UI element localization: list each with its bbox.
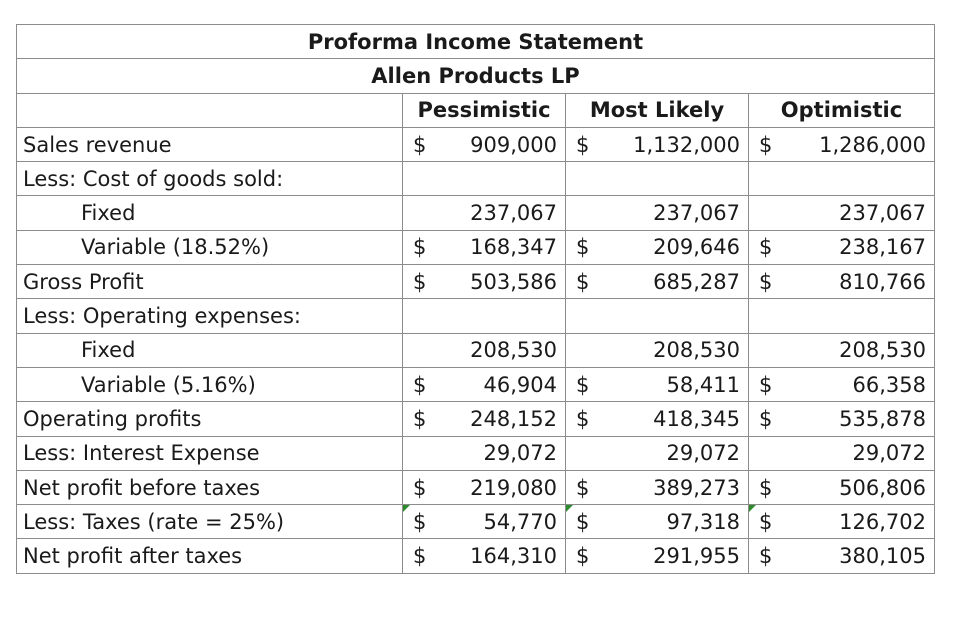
amount: 29,072 (852, 441, 926, 466)
amount: 97,318 (666, 509, 740, 534)
table-row (17, 367, 935, 401)
row-label[interactable]: Operating profits (17, 402, 403, 436)
amount: 168,347 (470, 235, 557, 260)
currency-symbol: $ (576, 269, 590, 294)
value-cell-most-likely[interactable] (566, 162, 749, 196)
currency-symbol: $ (413, 269, 427, 294)
currency-symbol: $ (759, 235, 773, 260)
row-label[interactable]: Fixed (17, 333, 403, 367)
value-cell-most-likely[interactable] (566, 196, 749, 230)
header-optimistic[interactable]: Optimistic (749, 93, 935, 127)
value-cell-pessimistic[interactable] (403, 470, 566, 504)
amount: 418,345 (653, 406, 740, 431)
currency-symbol: $ (413, 544, 427, 569)
currency-symbol: $ (576, 372, 590, 397)
row-label[interactable]: Sales revenue (17, 127, 403, 161)
amount: 237,067 (470, 201, 557, 226)
value-cell-pessimistic[interactable] (403, 162, 566, 196)
row-label[interactable]: Less: Cost of goods sold: (17, 162, 403, 196)
value-cell-pessimistic[interactable] (403, 436, 566, 470)
amount: 380,105 (839, 544, 926, 569)
table-row (17, 505, 935, 539)
currency-symbol: $ (759, 509, 773, 534)
row-label[interactable]: Fixed (17, 196, 403, 230)
currency-symbol: $ (413, 132, 427, 157)
value-cell-most-likely[interactable] (566, 230, 749, 264)
value-cell-pessimistic[interactable] (403, 505, 566, 539)
amount: 209,646 (653, 235, 740, 260)
value-cell-pessimistic[interactable] (403, 333, 566, 367)
header-most-likely[interactable]: Most Likely (566, 93, 749, 127)
value-cell-most-likely[interactable] (566, 470, 749, 504)
row-label[interactable]: Variable (5.16%) (17, 367, 403, 401)
currency-symbol: $ (759, 132, 773, 157)
row-label[interactable]: Less: Operating expenses: (17, 299, 403, 333)
value-cell-most-likely[interactable] (566, 265, 749, 299)
value-cell-optimistic[interactable] (749, 333, 935, 367)
value-cell-pessimistic[interactable] (403, 127, 566, 161)
amount: 503,586 (470, 269, 557, 294)
table-row (17, 436, 935, 470)
amount: 58,411 (666, 372, 740, 397)
value-cell-optimistic[interactable] (749, 127, 935, 161)
row-label[interactable]: Net profit after taxes (17, 539, 403, 573)
value-cell-most-likely[interactable] (566, 299, 749, 333)
currency-symbol: $ (576, 235, 590, 260)
amount: 1,286,000 (819, 132, 926, 157)
table-row (17, 265, 935, 299)
currency-symbol: $ (759, 372, 773, 397)
currency-symbol: $ (759, 406, 773, 431)
value-cell-optimistic[interactable] (749, 162, 935, 196)
amount: 66,358 (852, 372, 926, 397)
value-cell-optimistic[interactable] (749, 367, 935, 401)
value-cell-optimistic[interactable] (749, 436, 935, 470)
amount: 389,273 (653, 475, 740, 500)
currency-symbol: $ (759, 475, 773, 500)
value-cell-pessimistic[interactable] (403, 265, 566, 299)
currency-symbol: $ (413, 372, 427, 397)
value-cell-pessimistic[interactable] (403, 367, 566, 401)
table-row (17, 539, 935, 573)
amount: 126,702 (839, 509, 926, 534)
header-row (17, 93, 935, 127)
value-cell-pessimistic[interactable] (403, 539, 566, 573)
value-cell-optimistic[interactable] (749, 470, 935, 504)
amount: 237,067 (653, 201, 740, 226)
error-indicator-icon (749, 505, 756, 512)
currency-symbol: $ (413, 235, 427, 260)
currency-symbol: $ (413, 406, 427, 431)
currency-symbol: $ (759, 269, 773, 294)
amount: 685,287 (653, 269, 740, 294)
value-cell-optimistic[interactable] (749, 299, 935, 333)
currency-symbol: $ (413, 509, 427, 534)
statement-title[interactable]: Proforma Income Statement (17, 25, 935, 59)
value-cell-optimistic[interactable] (749, 402, 935, 436)
value-cell-most-likely[interactable] (566, 402, 749, 436)
table-row (17, 162, 935, 196)
value-cell-most-likely[interactable] (566, 539, 749, 573)
currency-symbol: $ (576, 509, 590, 534)
table-row (17, 127, 935, 161)
amount: 506,806 (839, 475, 926, 500)
table-row (17, 299, 935, 333)
amount: 208,530 (653, 338, 740, 363)
amount: 29,072 (483, 441, 557, 466)
company-row (17, 59, 935, 93)
value-cell-optimistic[interactable] (749, 505, 935, 539)
value-cell-optimistic[interactable] (749, 196, 935, 230)
company-name[interactable]: Allen Products LP (17, 59, 935, 93)
table-row (17, 402, 935, 436)
currency-symbol: $ (576, 544, 590, 569)
value-cell-most-likely[interactable] (566, 127, 749, 161)
currency-symbol: $ (413, 475, 427, 500)
value-cell-most-likely[interactable] (566, 436, 749, 470)
amount: 248,152 (470, 406, 557, 431)
row-label[interactable]: Net profit before taxes (17, 470, 403, 504)
header-label-cell[interactable] (17, 93, 403, 127)
currency-symbol: $ (576, 132, 590, 157)
title-row (17, 25, 935, 59)
amount: 909,000 (470, 132, 557, 157)
header-pessimistic[interactable]: Pessimistic (403, 93, 566, 127)
amount: 238,167 (839, 235, 926, 260)
value-cell-optimistic[interactable] (749, 230, 935, 264)
value-cell-pessimistic[interactable] (403, 299, 566, 333)
value-cell-most-likely[interactable] (566, 333, 749, 367)
amount: 208,530 (470, 338, 557, 363)
currency-symbol: $ (759, 544, 773, 569)
row-label[interactable]: Variable (18.52%) (17, 230, 403, 264)
amount: 29,072 (666, 441, 740, 466)
amount: 535,878 (839, 406, 926, 431)
error-indicator-icon (403, 505, 410, 512)
amount: 46,904 (483, 372, 557, 397)
table-row (17, 470, 935, 504)
amount: 237,067 (839, 201, 926, 226)
row-label[interactable]: Less: Taxes (rate = 25%) (17, 505, 403, 539)
currency-symbol: $ (576, 406, 590, 431)
table-row (17, 230, 935, 264)
amount: 219,080 (470, 475, 557, 500)
row-label[interactable]: Less: Interest Expense (17, 436, 403, 470)
error-indicator-icon (566, 505, 573, 512)
value-cell-pessimistic[interactable] (403, 196, 566, 230)
amount: 208,530 (839, 338, 926, 363)
currency-symbol: $ (576, 475, 590, 500)
value-cell-most-likely[interactable] (566, 505, 749, 539)
value-cell-pessimistic[interactable] (403, 402, 566, 436)
amount: 810,766 (839, 269, 926, 294)
value-cell-optimistic[interactable] (749, 265, 935, 299)
amount: 291,955 (653, 544, 740, 569)
table-row (17, 196, 935, 230)
row-label[interactable]: Gross Profit (17, 265, 403, 299)
value-cell-most-likely[interactable] (566, 367, 749, 401)
amount: 1,132,000 (633, 132, 740, 157)
table-row (17, 333, 935, 367)
value-cell-pessimistic[interactable] (403, 230, 566, 264)
amount: 164,310 (470, 544, 557, 569)
amount: 54,770 (483, 509, 557, 534)
value-cell-optimistic[interactable] (749, 539, 935, 573)
income-statement-table (16, 24, 935, 574)
